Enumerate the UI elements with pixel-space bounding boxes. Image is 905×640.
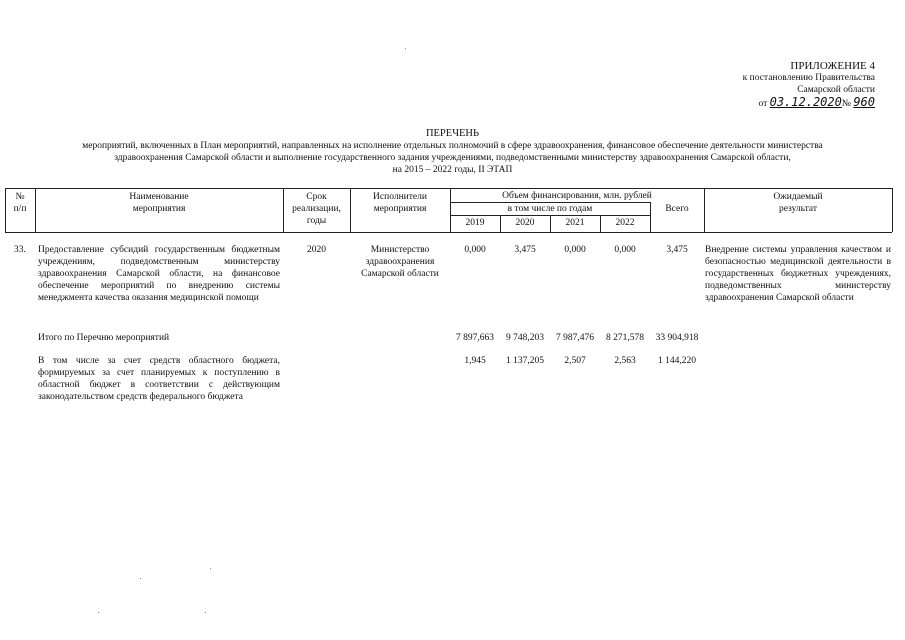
subtitle-line-2: здравоохранения Самарской области и выполнение государственного задания учреждениями, подведомственными министерству здравоохранения Самарской области, — [114, 153, 791, 163]
appendix-block — [680, 60, 875, 110]
scan-speck — [140, 578, 141, 579]
row-executor: Министерство здравоохранения Самарской области — [361, 245, 439, 279]
row-2019: 0,000 — [464, 245, 486, 255]
appendix-title: ПРИЛОЖЕНИЕ 4 — [790, 60, 875, 72]
row-2020: 3,475 — [514, 245, 536, 255]
header-by-years: в том числе по годам — [507, 204, 593, 214]
regional-2021: 2,507 — [564, 356, 586, 366]
row-term: 2020 — [307, 245, 326, 255]
total-2022: 8 271,578 — [606, 333, 644, 343]
row-result: Внедрение системы управления качеством и безопасностью медицинской деятельности в государственных бюджетных учреждениях, подведомственных министерству здравоохранения Самарской области — [705, 245, 891, 303]
total-2019: 7 897,663 — [456, 333, 494, 343]
row-2022: 0,000 — [614, 245, 636, 255]
number-prefix: № — [841, 99, 851, 109]
scan-speck — [98, 612, 99, 613]
date-value: 03.12.2020 — [769, 95, 842, 109]
scan-speck — [210, 568, 211, 569]
header-bottom-border — [5, 232, 892, 233]
header-term: Срок реализации, годы — [292, 192, 341, 226]
table-top-border — [5, 188, 892, 189]
header-total: Всего — [665, 204, 689, 214]
col-border-10 — [892, 188, 893, 232]
total-sum: 33 904,918 — [655, 333, 699, 343]
regional-2022: 2,563 — [614, 356, 636, 366]
header-num: № п/п — [13, 192, 27, 214]
document-title: ПЕРЕЧЕНЬ — [425, 128, 480, 139]
total-2021: 7 987,476 — [556, 333, 594, 343]
appendix-date-line — [680, 96, 875, 110]
regional-label: В том числе за счет средств областного бюджета, формируемых за счет планируемых к поступлению в областной бюджет в соответствии с действующим законодательством средств федерального бюджета — [38, 356, 280, 402]
scan-speck — [205, 612, 206, 613]
subtitle-line-3: на 2015 – 2022 годы, II ЭТАП — [392, 165, 513, 175]
header-year-2019: 2019 — [465, 218, 485, 228]
header-funding: Объем финансирования, млн. рублей — [502, 191, 652, 201]
header-executors: Исполнители мероприятия — [373, 192, 427, 214]
regional-2019: 1,945 — [464, 356, 486, 366]
total-2020: 9 748,203 — [506, 333, 544, 343]
row-number: 33. — [14, 245, 26, 255]
total-label: Итого по Перечню мероприятий — [38, 333, 170, 343]
row-2021: 0,000 — [564, 245, 586, 255]
regional-2020: 1 137,205 — [506, 356, 544, 366]
header-result: Ожидаемый результат — [773, 192, 823, 214]
row-name: Предоставление субсидий государственным бюджетным учреждениям, подведомственным министерству здравоохранения Самарской области, на финансовое обеспечение мероприятий по внедрению системы менеджмента качества оказания медицинской помощи — [38, 245, 280, 303]
date-prefix: от — [758, 99, 768, 109]
regional-total: 1 144,220 — [658, 356, 696, 366]
header-year-2021: 2021 — [565, 218, 585, 228]
scan-speck — [405, 48, 406, 49]
number-value: 960 — [853, 95, 875, 109]
header-year-2022: 2022 — [615, 218, 635, 228]
row-total: 3,475 — [666, 245, 688, 255]
header-year-2020: 2020 — [515, 218, 535, 228]
subtitle-line-1: мероприятий, включенных в План мероприятий, направленных на исполнение отдельных полномочий в сфере здравоохранения, финансовое обеспечение деятельности министерства — [82, 141, 823, 151]
appendix-line-2: к постановлению Правительства — [742, 73, 875, 83]
appendix-line-3: Самарской области — [797, 85, 875, 95]
document-subtitle — [30, 140, 875, 176]
header-name: Наименование мероприятия — [129, 192, 189, 214]
